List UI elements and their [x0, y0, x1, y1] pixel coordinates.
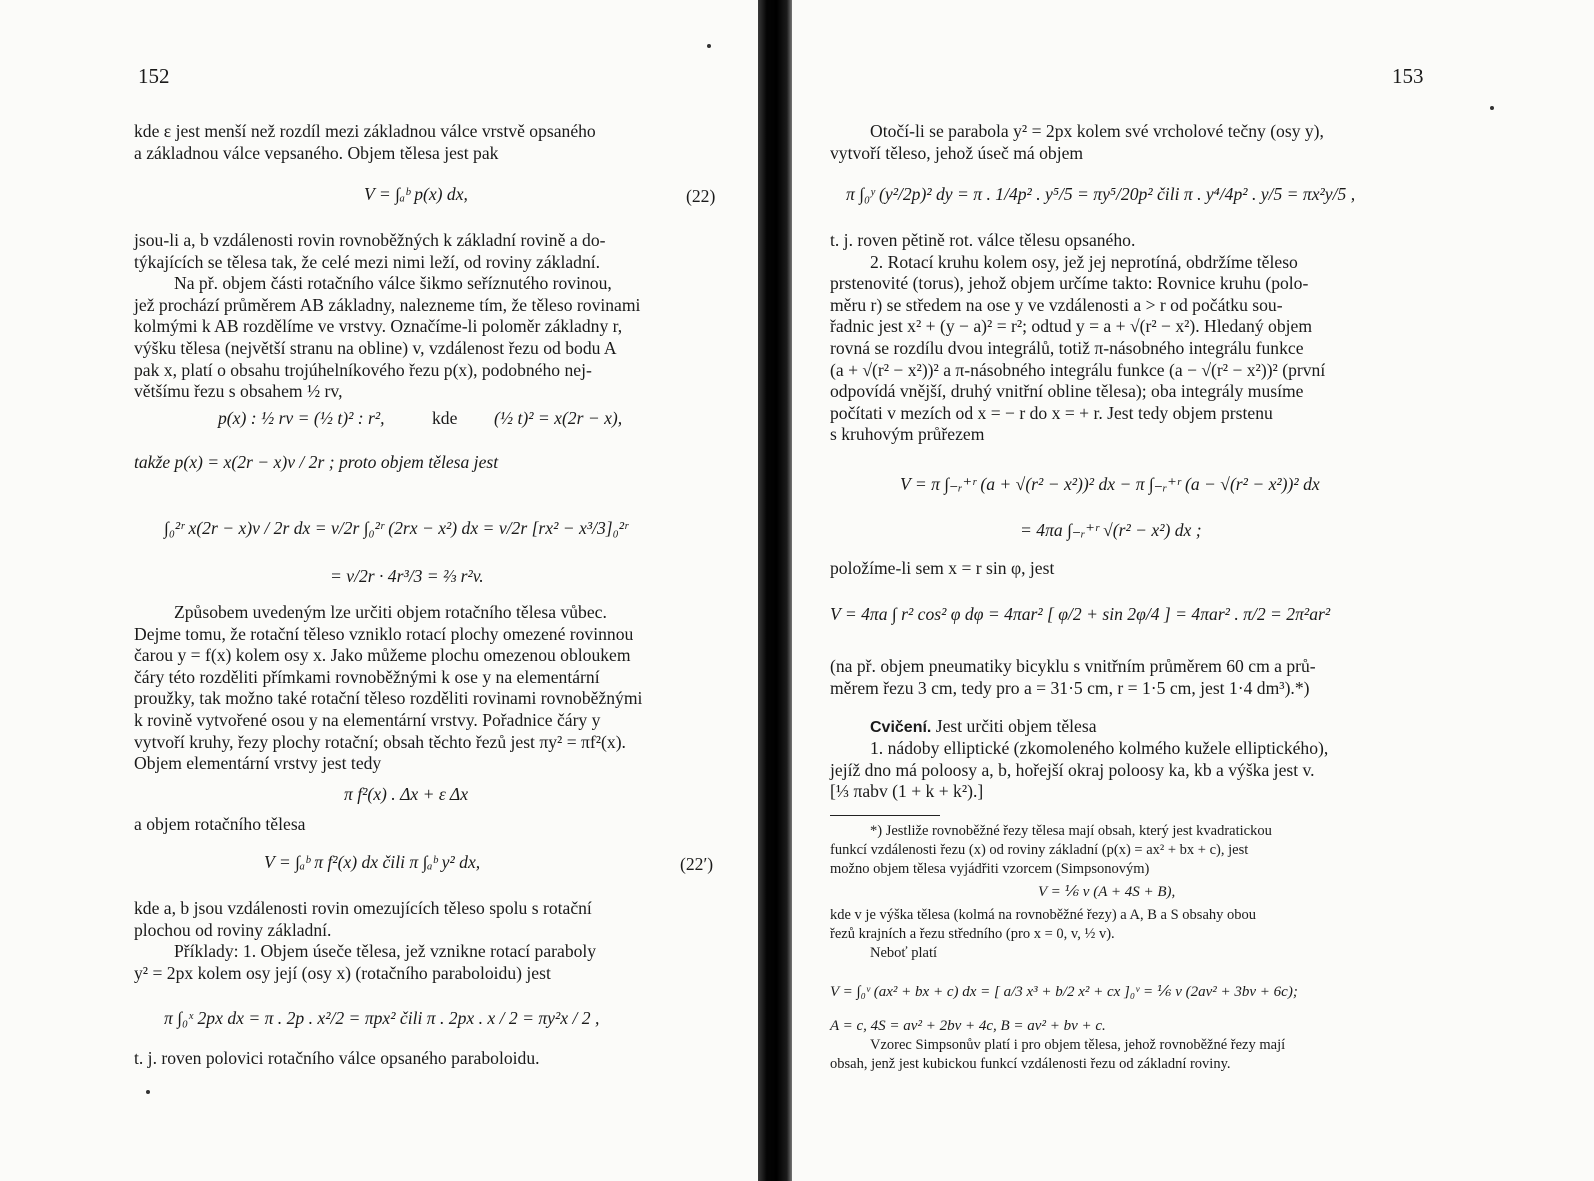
exercise-heading	[870, 716, 1422, 738]
exercise-text: Jest určiti objem tělesa	[935, 716, 1097, 736]
text-line: kde ε jest menší než rozdíl mezi základnou válce vrstvě opsaného	[134, 121, 596, 141]
equation-torus-2: = 4πa ∫₋ᵣ⁺ʳ √(r² − x²) dx ;	[1020, 520, 1202, 540]
text-line: měrem řezu 3 cm, tedy pro a = 31·5 cm, r = 1·5 cm, jest 1·4 dm³).*)	[830, 677, 1310, 698]
right-page	[792, 0, 1594, 1181]
paragraph-5	[830, 738, 1422, 803]
footnote-line: kde v je výška tělesa (kolmá na rovnoběžné řezy) a A, B a S obsahy obou	[830, 907, 1257, 923]
paragraph-5	[134, 898, 726, 984]
footnote-line: Vzorec Simpsonův platí i pro objem tělesa, jehož rovnoběžné řezy mají	[870, 1037, 1286, 1053]
footnote-rule	[830, 815, 940, 816]
text-line: většímu řezu s obsahem ½ rv,	[134, 381, 343, 402]
equation-t: (½ t)² = x(2r − x),	[494, 408, 623, 428]
text-line: Na př. objem části rotačního válce šikmo seříznutého rovinou,	[174, 273, 612, 294]
text-line: t. j. roven polovici rotačního válce opsaného paraboloidu.	[134, 1048, 540, 1068]
paragraph-4	[830, 656, 1422, 699]
footnote-equation-2: A = c, 4S = av² + 2bv + 4c, B = av² + bv + c.	[830, 1018, 1106, 1034]
footnote-equation: V = ∫₀ᵛ (ax² + bx + c) dx = [ a/3 x³ + b/2 x² + cx ]₀ᵛ = ⅙ v (2av² + 3bv + 6c);	[830, 984, 1298, 1000]
text-line: t. j. roven pětině rot. válce tělesu opsaného.	[830, 230, 1136, 250]
footnote-line: *) Jestliže rovnoběžné řezy tělesa mají obsah, který jest kvadratickou	[870, 823, 1272, 839]
footnote-simpson-formula: V = ⅙ v (A + 4S + B),	[1038, 884, 1176, 900]
text-line: vytvoří kruhy, řezy plochy rotační; obsah těchto řezů jest πy² = πf²(x).	[134, 731, 626, 752]
paragraph-1	[134, 121, 726, 164]
text-line: (na př. objem pneumatiky bicyklu s vnitřním průměrem 60 cm a prů-	[830, 656, 1316, 676]
text-line: počítati v mezích od x = − r do x = + r. Jest tedy objem prstenu	[830, 402, 1273, 423]
equation-rotation-y: π ∫₀ʸ (y²/2p)² dy = π . 1/4p² . y⁵/5 = πy⁵/20p² čili π . y⁴/4p² . y/5 = πx²y/5 ,	[846, 184, 1356, 204]
equation-22: V = ∫ₐᵇ p(x) dx,	[364, 184, 468, 204]
text-line: Otočí-li se parabola y² = 2px kolem své vrcholové tečny (osy y),	[870, 121, 1324, 141]
page-number-right: 153	[1392, 64, 1424, 88]
text-line: jsou-li a, b vzdálenosti rovin rovnoběžných k základní rovině a do-	[134, 230, 606, 250]
equation-number: (22′)	[680, 854, 714, 874]
text-line: 1. nádoby elliptické (zkomoleného kolmého kužele elliptického),	[870, 738, 1329, 758]
text-line: plochou od roviny základní.	[134, 919, 332, 940]
text-line: Způsobem uvedeným lze určiti objem rotačního tělesa vůbec.	[174, 602, 607, 622]
footnote-line: Neboť platí	[870, 945, 937, 961]
print-speck	[707, 44, 711, 48]
footnote	[830, 822, 1422, 879]
footnote-line: funkcí vzdálenosti řezu (x) od roviny základní (p(x) = ax² + bx + c), jest	[830, 842, 1249, 858]
equation-paraboloid: π ∫₀ˣ 2px dx = π . 2p . x²/2 = πpx² čili π . 2px . x / 2 = πy²x / 2 ,	[164, 1008, 600, 1028]
footnote-line: řezů krajních a řezu středního (pro x = 0, v, ½ v).	[830, 926, 1115, 942]
text-line: 2. Rotací kruhu kolem osy, jež jej neprotíná, obdržíme těleso	[870, 251, 1298, 272]
text-line: položíme-li sem x = r sin φ, jest	[830, 558, 1055, 578]
text-line: proužky, tak možno také rotační těleso rozděliti rovinami rovnoběžnými	[134, 688, 643, 709]
text-line: měru r) se středem na ose y ve vzdálenosti a > r od počátku sou-	[830, 294, 1283, 315]
text-line: odpovídá vnější, druhý vnitřní obline tělesa); oba integrály musíme	[830, 381, 1304, 402]
text-line: (a + √(r² − x²))² a π-násobného integrálu funkce (a − √(r² − x²))² (první	[830, 359, 1326, 380]
paragraph-6	[134, 1048, 726, 1070]
text-line: výšku tělesa (největší stranu na obline) v, vzdálenost řezu od bodu A	[134, 337, 617, 358]
paragraph-3	[830, 558, 1422, 580]
footnote-2	[830, 906, 1422, 963]
text-line: kde a, b jsou vzdálenosti rovin omezujících těleso spolu s rotační	[134, 898, 592, 918]
text-line: vytvoří těleso, jehož úseč má objem	[830, 142, 1084, 163]
equation-torus-1: V = π ∫₋ᵣ⁺ʳ (a + √(r² − x²))² dx − π ∫₋ᵣ⁺ʳ (a − √(r² − x²))² dx	[900, 474, 1320, 494]
text-line: Dejme tomu, že rotační těleso vzniklo rotací plochy omezené rovinnou	[134, 623, 634, 644]
equation-integral-1: ∫₀²ʳ x(2r − x)v / 2r dx = v/2r ∫₀²ʳ (2rx − x²) dx = v/2r [rx² − x³/3]₀²ʳ	[164, 518, 628, 538]
equation-integral-2: = v/2r · 4r³/3 = ⅔ r²v.	[330, 566, 484, 586]
paragraph-1	[830, 121, 1422, 164]
text-line: k rovině vytvořené osou y na elementární vrstvy. Pořadnice čáry y	[134, 709, 601, 730]
paragraph-2	[134, 230, 726, 403]
paragraph-2	[830, 230, 1422, 446]
paragraph-3	[134, 602, 726, 775]
text-line: čarou y = f(x) kolem osy x. Jako můžeme plochu omezenou obloukem	[134, 645, 631, 666]
text-line: Objem elementární vrstvy jest tedy	[134, 753, 382, 774]
equation-takze: takže p(x) = x(2r − x)v / 2r ; proto objem tělesa jest	[134, 452, 499, 472]
equation-ratio: p(x) : ½ rv = (½ t)² : r²,	[218, 408, 385, 428]
equation-22-prime: V = ∫ₐᵇ π f²(x) dx čili π ∫ₐᵇ y² dx,	[264, 852, 481, 872]
text-line: jež prochází průměrem AB základny, nalezneme tím, že těleso rovinami	[134, 294, 641, 315]
left-page	[0, 0, 758, 1181]
text-line: pak x, platí o obsahu trojúhelníkového řezu p(x), podobného nej-	[134, 359, 592, 380]
equation-number: (22)	[686, 186, 716, 206]
text-line: čáry této rozděliti přímkami rovnoběžnými k ose y na elementární	[134, 666, 600, 687]
text-line: prstenovité (torus), jehož objem určíme takto: Rovnice kruhu (polo-	[830, 273, 1309, 294]
text-line: a základnou válce vepsaného. Objem tělesa jest pak	[134, 142, 499, 163]
print-speck	[1490, 106, 1494, 110]
equation-layer: π f²(x) . Δx + ε Δx	[344, 784, 469, 804]
footnote-3	[830, 1036, 1422, 1074]
book-gutter	[758, 0, 792, 1181]
exercise-label: Cvičení.	[870, 719, 932, 736]
text-line: Příklady: 1. Objem úseče tělesa, jež vznikne rotací paraboly	[174, 941, 597, 962]
page-number-left: 152	[138, 64, 170, 88]
text-line: s kruhovým průřezem	[830, 424, 985, 445]
equation-kde: kde	[432, 408, 458, 428]
text-line: a objem rotačního tělesa	[134, 814, 306, 834]
text-line: jejíž dno má poloosy a, b, hořejší okraj poloosy ka, kb a výška jest v.	[830, 759, 1315, 780]
equation-torus-3: V = 4πa ∫ r² cos² φ dφ = 4πar² [ φ/2 + sin 2φ/4 ] = 4πar² . π/2 = 2π²ar²	[830, 604, 1331, 624]
text-line: řadnic jest x² + (y − a)² = r²; odtud y = a + √(r² − x²). Hledaný objem	[830, 316, 1313, 337]
text-line: [⅓ πabv (1 + k + k²).]	[830, 781, 984, 802]
text-line: rovná se rozdílu dvou integrálů, totiž π-násobného integrálu funkce	[830, 337, 1304, 358]
text-line: týkajících se tělesa tak, že celé mezi nimi leží, od roviny základní.	[134, 251, 601, 272]
text-line: y² = 2px kolem osy její (osy x) (rotačního paraboloidu) jest	[134, 962, 551, 983]
print-speck	[146, 1090, 150, 1094]
text-line: kolmými k AB rozdělíme ve vrstvy. Označíme-li poloměr základny r,	[134, 316, 623, 337]
footnote-line: možno objem tělesa vyjádřiti vzorcem (Simpsonovým)	[830, 861, 1150, 877]
paragraph-4	[134, 814, 726, 836]
footnote-line: obsah, jenž jest kubickou funkcí vzdálenosti řezu od základní roviny.	[830, 1056, 1231, 1072]
